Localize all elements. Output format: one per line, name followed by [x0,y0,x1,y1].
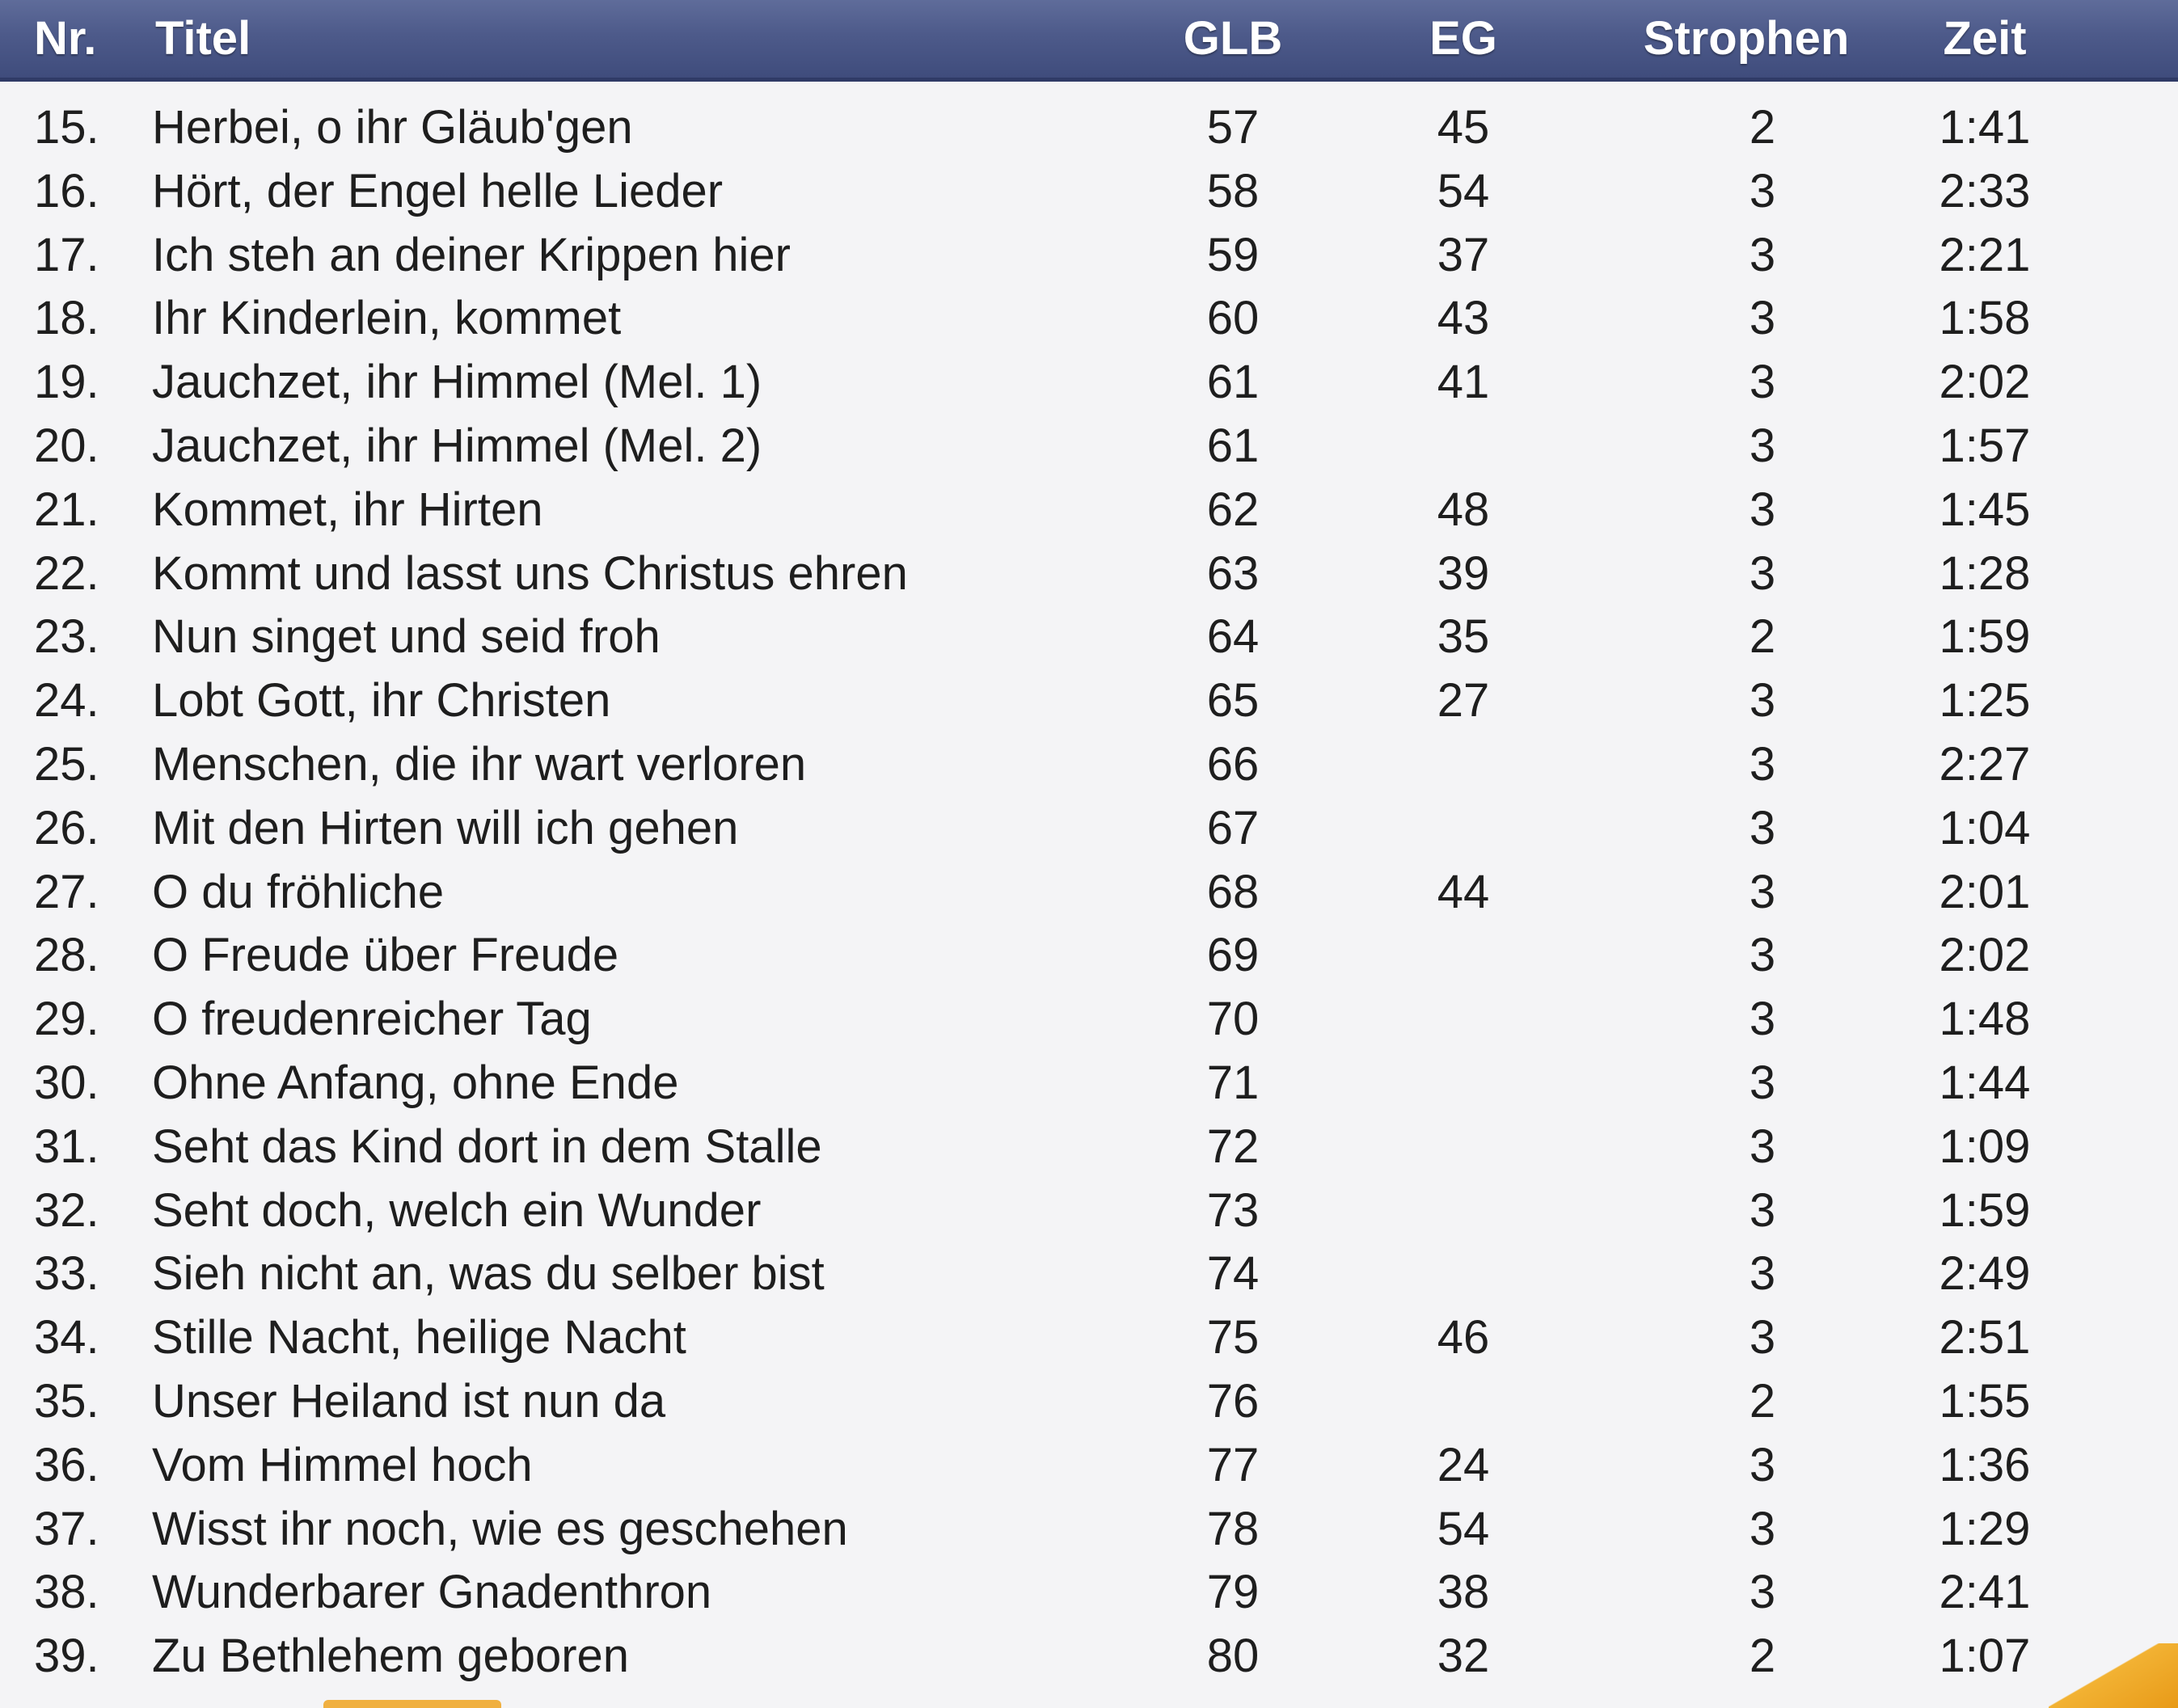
track-strophen: 3 [1749,547,1776,600]
track-zeit: 2:51 [1939,1311,2031,1364]
track-number: 32. [34,1184,99,1237]
track-eg [1358,1242,1568,1305]
track-strophen: 2 [1749,1375,1776,1428]
track-zeit: 1:58 [1939,292,2031,344]
track-strophen: 3 [1749,1184,1776,1237]
track-strophen: 3 [1749,1120,1776,1173]
track-title: Ohne Anfang, ohne Ende [152,1056,679,1109]
track-glb: 70 [1206,993,1260,1045]
track-strophen: 3 [1749,1311,1776,1364]
track-strophen: 3 [1749,1439,1776,1491]
column-header-nr: Nr. [34,12,97,65]
table-row [0,668,2178,732]
track-number: 15. [34,101,99,154]
track-title: Seht das Kind dort in dem Stalle [152,1120,822,1173]
track-strophen: 3 [1749,483,1776,536]
track-eg: 54 [1437,1503,1490,1555]
track-strophen: 3 [1749,929,1776,981]
track-eg: 35 [1437,610,1490,663]
track-eg: 41 [1437,356,1490,408]
column-header-titel: Titel [155,12,251,65]
track-eg: 43 [1437,292,1490,344]
track-title: Kommet, ihr Hirten [152,483,543,536]
track-title: O du fröhliche [152,866,445,918]
table-row [0,542,2178,605]
track-number: 26. [34,802,99,854]
table-row [0,1242,2178,1305]
track-title: Menschen, die ihr wart verloren [152,738,807,791]
track-glb: 64 [1206,610,1260,663]
track-number: 37. [34,1503,99,1555]
table-row [0,159,2178,223]
track-title: Mit den Hirten will ich gehen [152,802,739,854]
track-glb: 61 [1206,420,1260,472]
track-number: 18. [34,292,99,344]
track-eg: 39 [1437,547,1490,600]
table-row [0,1369,2178,1433]
track-title: Wunderbarer Gnadenthron [152,1566,712,1618]
track-number: 27. [34,866,99,918]
track-title: Jauchzet, ihr Himmel (Mel. 2) [152,420,762,472]
column-header-glb: GLB [1183,12,1283,65]
track-zeit: 2:41 [1939,1566,2031,1618]
track-zeit: 1:59 [1939,1184,2031,1237]
track-title: Herbei, o ihr Gläub'gen [152,101,633,154]
track-eg: 24 [1437,1439,1490,1491]
table-row [0,223,2178,287]
track-eg: 54 [1437,165,1490,217]
track-zeit: 1:45 [1939,483,2031,536]
table-row [0,95,2178,159]
track-strophen: 2 [1749,610,1776,663]
table-row [0,1051,2178,1115]
track-zeit: 1:28 [1939,547,2031,600]
track-zeit: 2:01 [1939,866,2031,918]
track-glb: 60 [1206,292,1260,344]
track-title: Zu Bethlehem geboren [152,1630,630,1682]
table-row [0,286,2178,350]
table-row [0,732,2178,796]
table-row [0,605,2178,668]
track-strophen: 3 [1749,1566,1776,1618]
track-zeit: 1:07 [1939,1630,2031,1682]
track-zeit: 2:27 [1939,738,2031,791]
table-row [0,860,2178,924]
track-eg: 37 [1437,229,1490,281]
track-zeit: 2:33 [1939,165,2031,217]
track-eg: 48 [1437,483,1490,536]
track-strophen: 3 [1749,165,1776,217]
track-zeit: 2:21 [1939,229,2031,281]
track-title: Unser Heiland ist nun da [152,1375,666,1428]
table-row [0,350,2178,414]
track-number: 25. [34,738,99,791]
track-glb: 79 [1206,1566,1260,1618]
track-eg [1358,1115,1568,1179]
table-row [0,1624,2178,1688]
track-glb: 63 [1206,547,1260,600]
track-glb: 58 [1206,165,1260,217]
track-number: 21. [34,483,99,536]
table-row [0,478,2178,542]
track-zeit: 2:02 [1939,929,2031,981]
track-title: Stille Nacht, heilige Nacht [152,1311,686,1364]
table-row [0,987,2178,1051]
table-row [0,1433,2178,1497]
table-row [0,1179,2178,1242]
track-eg [1358,987,1568,1051]
track-number: 38. [34,1566,99,1618]
track-number: 35. [34,1375,99,1428]
track-strophen: 2 [1749,1630,1776,1682]
track-glb: 59 [1206,229,1260,281]
track-strophen: 3 [1749,1503,1776,1555]
table-row [0,1305,2178,1369]
track-eg [1358,1369,1568,1433]
track-eg: 44 [1437,866,1490,918]
track-strophen: 3 [1749,292,1776,344]
track-glb: 80 [1206,1630,1260,1682]
track-glb: 61 [1206,356,1260,408]
track-strophen: 3 [1749,738,1776,791]
track-number: 39. [34,1630,99,1682]
track-number: 36. [34,1439,99,1491]
track-eg [1358,923,1568,987]
track-eg [1358,732,1568,796]
track-glb: 74 [1206,1247,1260,1300]
track-title: Seht doch, welch ein Wunder [152,1184,762,1237]
track-title: Nun singet und seid froh [152,610,661,663]
track-glb: 57 [1206,101,1260,154]
track-eg: 27 [1437,674,1490,727]
track-title: Ich steh an deiner Krippen hier [152,229,791,281]
track-eg: 38 [1437,1566,1490,1618]
track-strophen: 3 [1749,866,1776,918]
track-glb: 73 [1206,1184,1260,1237]
track-glb: 72 [1206,1120,1260,1173]
table-row [0,796,2178,860]
track-strophen: 3 [1749,1247,1776,1300]
table-row [0,414,2178,478]
track-zeit: 1:25 [1939,674,2031,727]
track-eg [1358,1051,1568,1115]
track-zeit: 1:55 [1939,1375,2031,1428]
table-row [0,923,2178,987]
track-zeit: 1:41 [1939,101,2031,154]
column-header-strophen: Strophen [1643,12,1850,65]
track-glb: 65 [1206,674,1260,727]
track-zeit: 1:09 [1939,1120,2031,1173]
track-number: 22. [34,547,99,600]
track-glb: 67 [1206,802,1260,854]
track-title: O Freude über Freude [152,929,619,981]
track-number: 24. [34,674,99,727]
track-strophen: 3 [1749,229,1776,281]
track-title: Vom Himmel hoch [152,1439,533,1491]
track-strophen: 2 [1749,101,1776,154]
track-title: Ihr Kinderlein, kommet [152,292,622,344]
track-strophen: 3 [1749,802,1776,854]
track-title: Lobt Gott, ihr Christen [152,674,611,727]
track-zeit: 1:44 [1939,1056,2031,1109]
track-strophen: 3 [1749,993,1776,1045]
column-header-zeit: Zeit [1943,12,2027,65]
track-zeit: 1:57 [1939,420,2031,472]
track-strophen: 3 [1749,420,1776,472]
table-row [0,1115,2178,1179]
track-zeit: 1:29 [1939,1503,2031,1555]
track-eg [1358,796,1568,860]
track-glb: 75 [1206,1311,1260,1364]
track-zeit: 1:48 [1939,993,2031,1045]
track-eg: 46 [1437,1311,1490,1364]
track-zeit: 1:59 [1939,610,2031,663]
track-eg [1358,414,1568,478]
track-number: 17. [34,229,99,281]
track-eg: 32 [1437,1630,1490,1682]
decorative-stripe [323,1700,501,1708]
track-zeit: 1:04 [1939,802,2031,854]
track-title: Hört, der Engel helle Lieder [152,165,724,217]
track-eg: 45 [1437,101,1490,154]
track-title: Wisst ihr noch, wie es geschehen [152,1503,848,1555]
table-header [0,0,2178,82]
track-strophen: 3 [1749,356,1776,408]
track-number: 31. [34,1120,99,1173]
track-zeit: 1:36 [1939,1439,2031,1491]
track-glb: 78 [1206,1503,1260,1555]
track-glb: 71 [1206,1056,1260,1109]
track-number: 33. [34,1247,99,1300]
track-glb: 66 [1206,738,1260,791]
track-strophen: 3 [1749,1056,1776,1109]
track-number: 20. [34,420,99,472]
track-glb: 76 [1206,1375,1260,1428]
track-zeit: 2:02 [1939,356,2031,408]
table-row [0,1497,2178,1561]
track-glb: 77 [1206,1439,1260,1491]
track-eg [1358,1179,1568,1242]
track-title: Jauchzet, ihr Himmel (Mel. 1) [152,356,762,408]
decorative-corner [2049,1643,2178,1708]
track-number: 23. [34,610,99,663]
track-title: Sieh nicht an, was du selber bist [152,1247,825,1300]
table-row [0,1560,2178,1624]
column-header-eg: EG [1429,12,1497,65]
track-number: 34. [34,1311,99,1364]
track-number: 29. [34,993,99,1045]
track-number: 30. [34,1056,99,1109]
track-number: 16. [34,165,99,217]
track-glb: 68 [1206,866,1260,918]
track-title: O freudenreicher Tag [152,993,592,1045]
track-zeit: 2:49 [1939,1247,2031,1300]
track-glb: 69 [1206,929,1260,981]
track-glb: 62 [1206,483,1260,536]
track-title: Kommt und lasst uns Christus ehren [152,547,908,600]
track-strophen: 3 [1749,674,1776,727]
track-number: 28. [34,929,99,981]
track-number: 19. [34,356,99,408]
